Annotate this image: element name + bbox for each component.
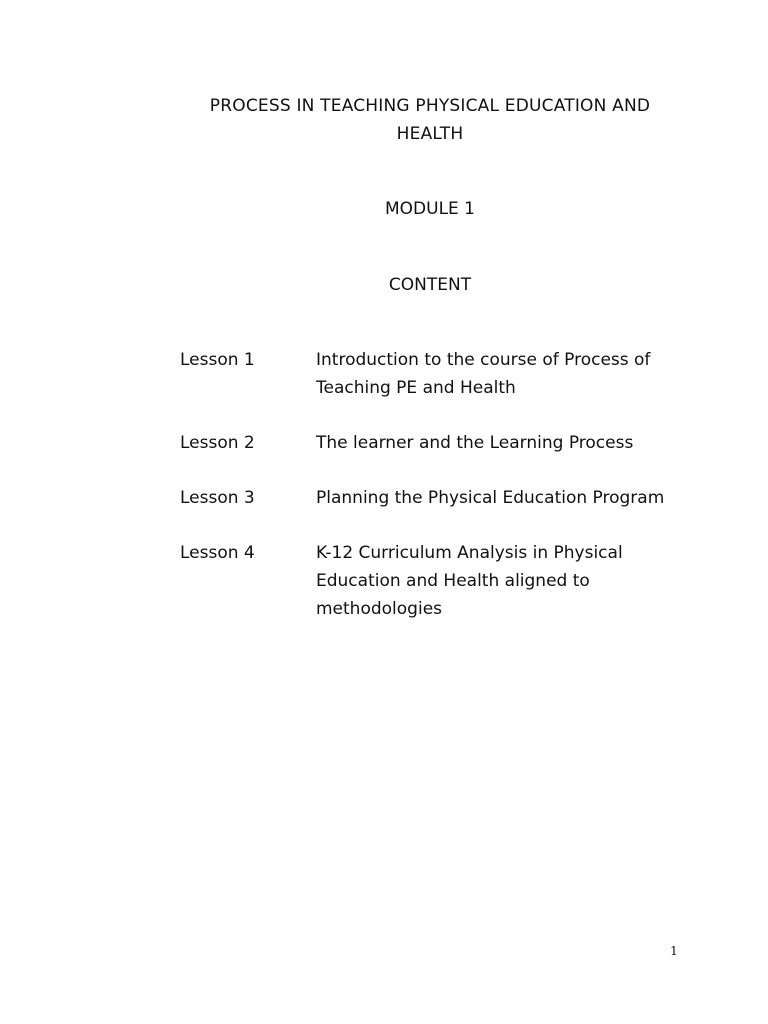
lesson-item (180, 429, 700, 457)
lesson-title: Planning the Physical Education Program (316, 488, 665, 508)
lesson-item (180, 346, 700, 402)
lesson-label: Lesson 2 (180, 433, 255, 453)
document-title: PROCESS IN TEACHING PHYSICAL EDUCATION AND HEALTH (209, 96, 651, 144)
lesson-label: Lesson 3 (180, 488, 255, 508)
content-heading: CONTENT (388, 275, 472, 295)
lesson-label: Lesson 1 (180, 350, 255, 370)
lesson-list (180, 346, 700, 623)
lesson-title: K-12 Curriculum Analysis in Physical Education and Health aligned to methodologies (316, 543, 623, 619)
lesson-label: Lesson 4 (180, 543, 255, 563)
module-heading: MODULE 1 (384, 199, 475, 219)
lesson-title: Introduction to the course of Process of Teaching PE and Health (316, 350, 651, 398)
lesson-item (180, 484, 700, 512)
lesson-title: The learner and the Learning Process (316, 433, 634, 453)
page-number: 1 (670, 944, 678, 958)
lesson-item (180, 539, 700, 623)
